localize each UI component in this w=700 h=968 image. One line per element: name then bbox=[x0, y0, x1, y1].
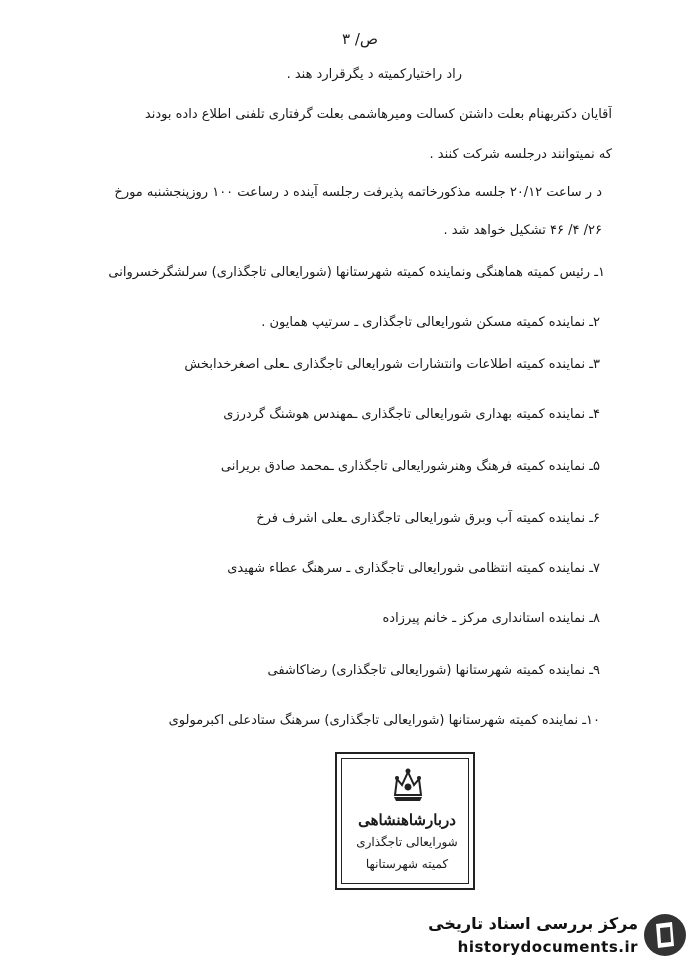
text-line-2: آقایان دکتربهنام بعلت داشتن کسالت ومیرهاشمی بعلت گرفتاری تلفنی اطلاع داده بودند bbox=[144, 107, 612, 122]
member-item-3: ۳ـ نماینده کمیته اطلاعات وانتشارات شورایعالی تاجگذاری ـعلی اصغرخدابخش bbox=[184, 357, 600, 372]
official-stamp bbox=[335, 752, 475, 890]
member-item-4: ۴ـ نماینده کمیته بهداری شورایعالی تاجگذاری ـمهندس هوشنگ گردرزی bbox=[223, 407, 600, 422]
member-item-7: ۷ـ نماینده کمیته انتظامی شورایعالی تاجگذاری ـ سرهنگ عطاء شهیدی bbox=[227, 561, 600, 576]
text-line-3: که نمیتوانند درجلسه شرکت کنند . bbox=[429, 147, 612, 162]
archive-logo-icon bbox=[642, 912, 688, 958]
member-item-2: ۲ـ نماینده کمیته مسکن شورایعالی تاجگذاری ـ سرتیپ همایون . bbox=[261, 315, 600, 330]
member-item-6: ۶ـ نماینده کمیته آب وبرق شورایعالی تاجگذاری ـعلی اشرف فرخ bbox=[256, 511, 600, 526]
stamp-line-3: کمیته شهرستانها bbox=[365, 857, 449, 871]
member-item-5: ۵ـ نماینده کمیته فرهنگ وهنرشورایعالی تاجگذاری ـمحمد صادق بریرانی bbox=[220, 459, 600, 474]
member-item-1: ۱ـ رئیس کمیته هماهنگی ونماینده کمیته شهرستانها (شورایعالی تاجگذاری) سرلشگرخسروانی bbox=[108, 265, 605, 280]
text-line-1: راد راختیارکمیته د یگرقرارد هند . bbox=[286, 67, 462, 82]
member-item-9: ۹ـ نماینده کمیته شهرستانها (شورایعالی تاجگذاری) رضاکاشفی bbox=[267, 663, 600, 678]
watermark bbox=[402, 910, 692, 962]
stamp-line-1: دربارشاهنشاهی bbox=[358, 811, 456, 829]
text-line-5: ۲۶/ ۴/ ۴۶ تشکیل خواهد شد . bbox=[443, 223, 602, 238]
crown-emblem-icon bbox=[391, 767, 425, 803]
page-number: ص/ ۳ bbox=[341, 30, 379, 48]
member-item-10: ۱۰ـ نماینده کمیته شهرستانها (شورایعالی تاجگذاری) سرهنگ ستادعلی اکبرمولوی bbox=[168, 713, 600, 728]
member-item-8: ۸ـ نماینده استانداری مرکز ـ خانم پیرزاده bbox=[382, 611, 600, 626]
text-line-4: د ر ساعت ۲۰/۱۲ جلسه مذکورخاتمه پذیرفت رجلسه آینده د رساعت ۱۰۰ روزپنجشنبه مورخ bbox=[114, 185, 602, 200]
stamp-line-2: شورایعالی تاجگذاری bbox=[356, 835, 458, 849]
watermark-title: مرکز بررسی اسناد تاریخی bbox=[428, 914, 638, 933]
watermark-url: historydocuments.ir bbox=[457, 938, 638, 956]
